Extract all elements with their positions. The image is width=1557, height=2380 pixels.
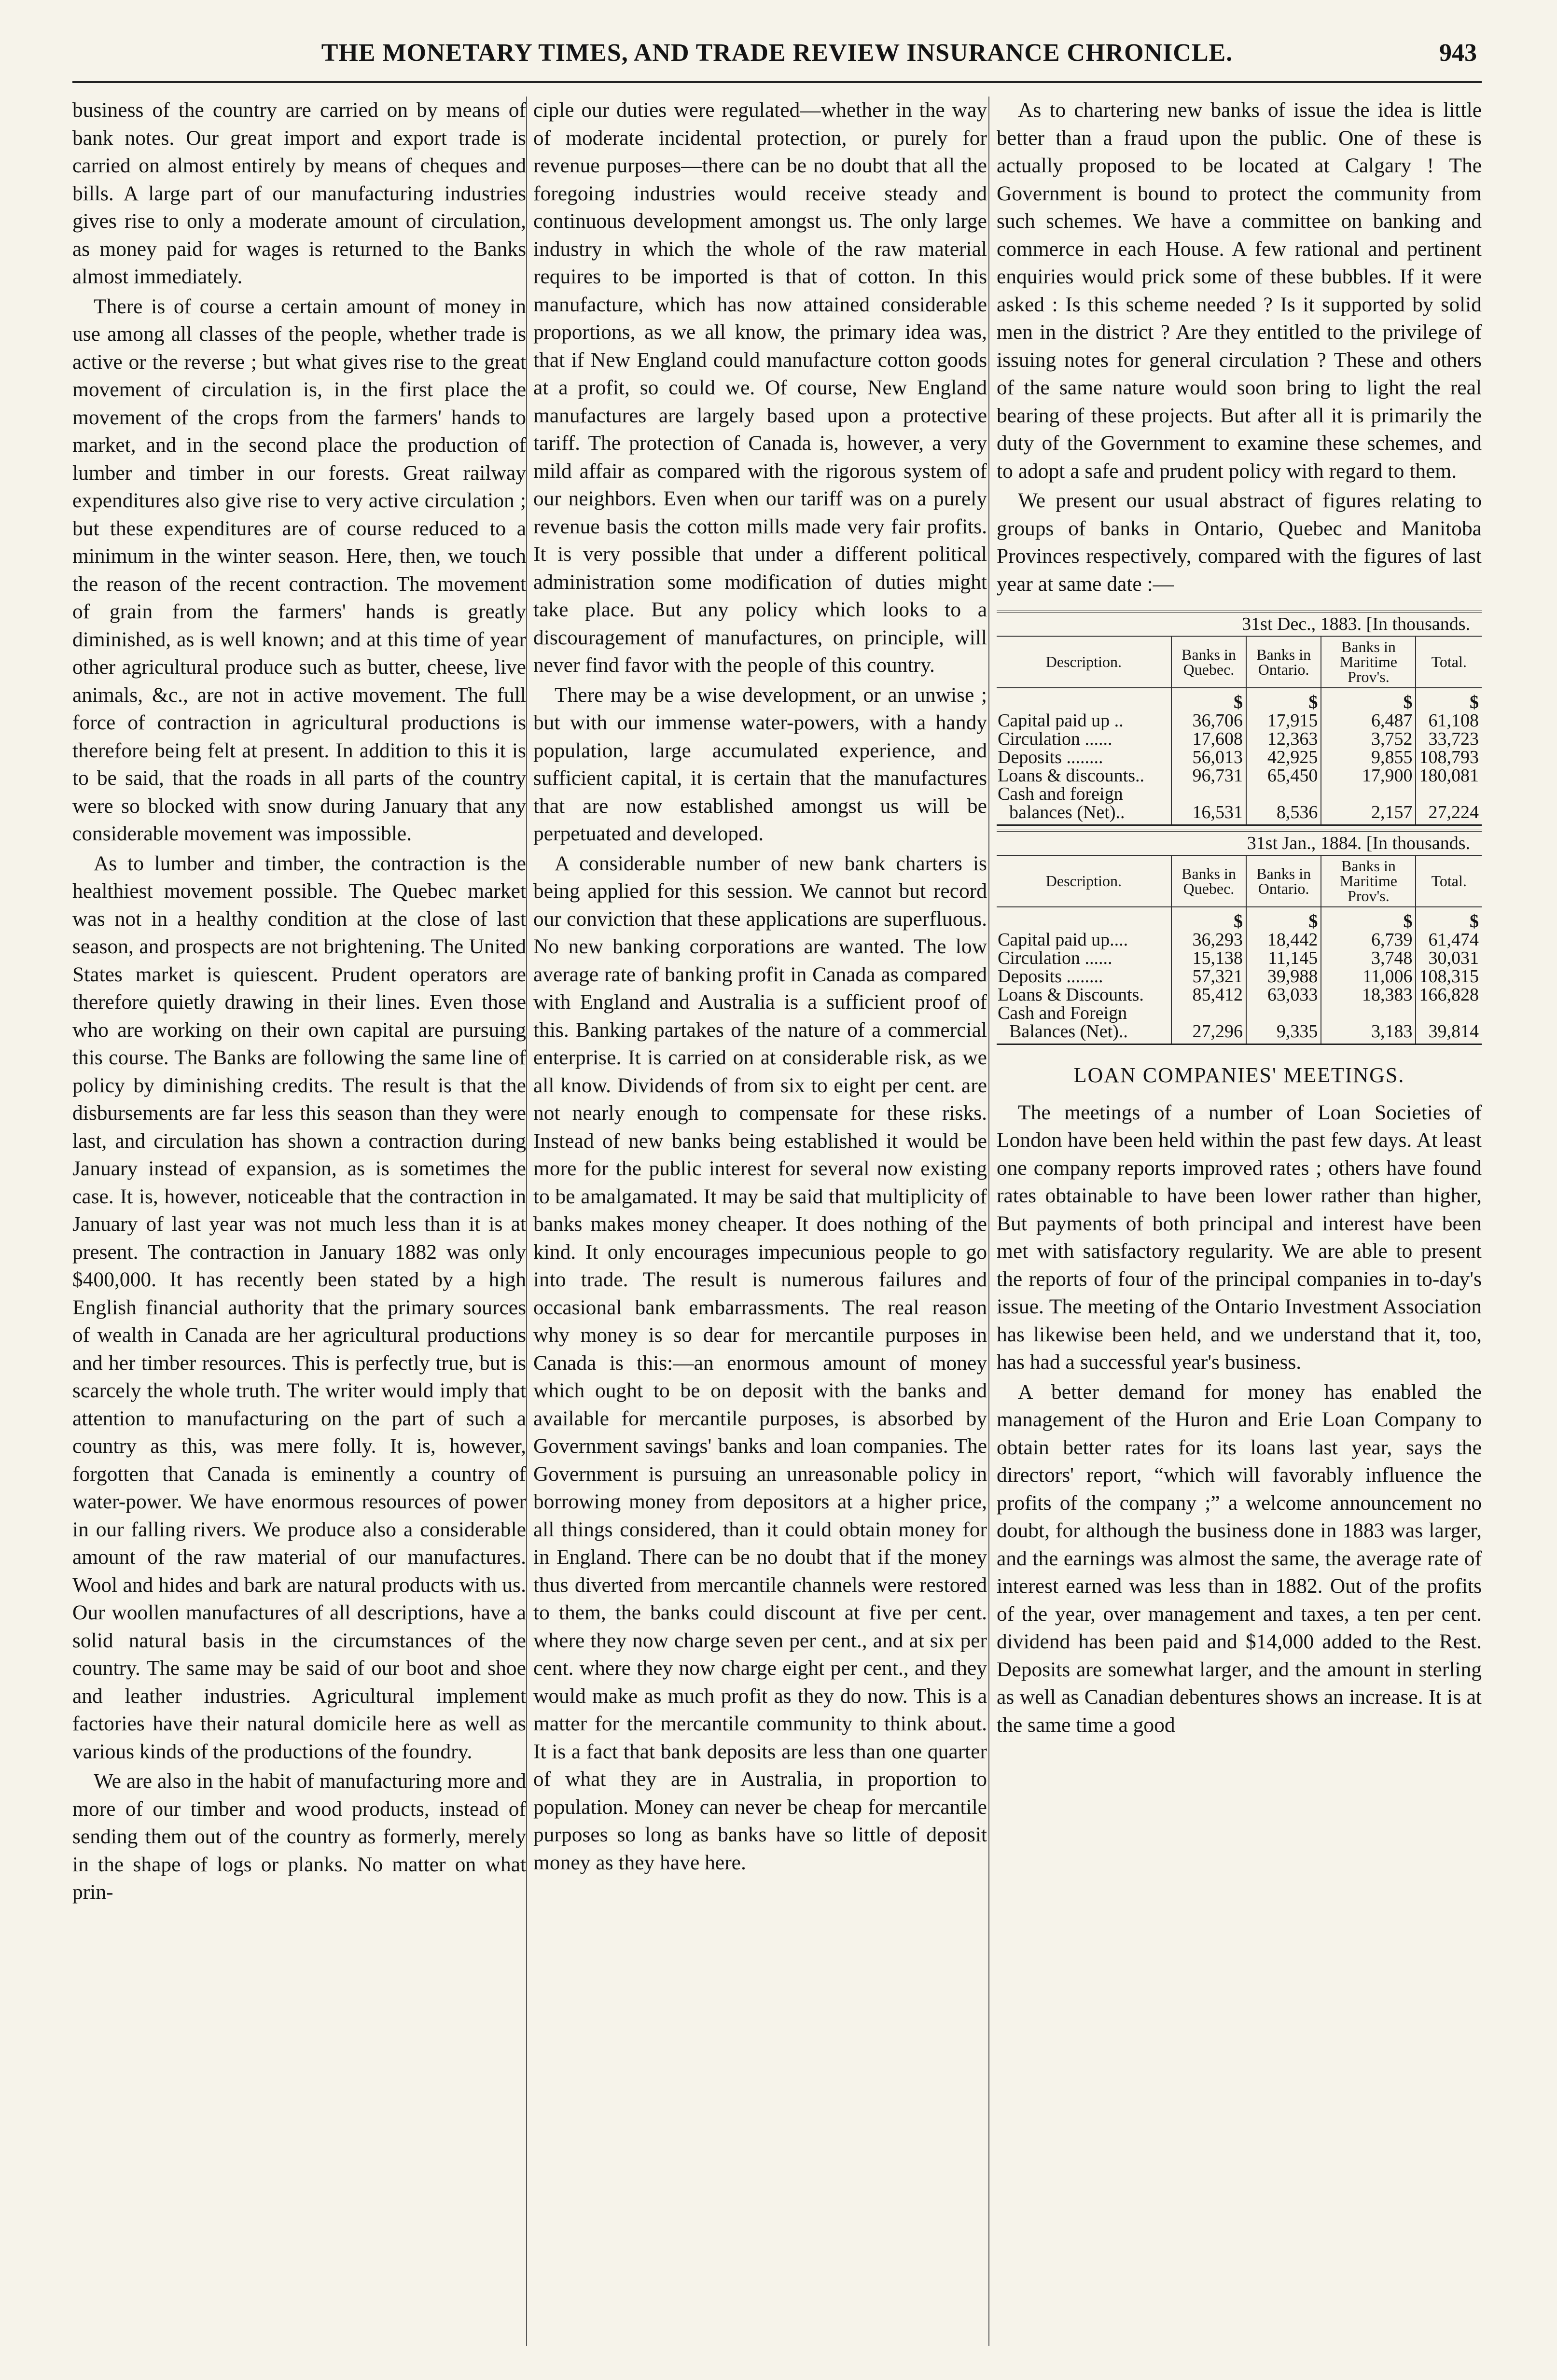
units-row — [997, 907, 1482, 931]
table-cell: 166,828 — [1416, 986, 1482, 1004]
column-header: Banks in Quebec. — [1171, 856, 1246, 907]
bank-abstract-table-jan-1884 — [997, 856, 1482, 1045]
table-cell — [1416, 785, 1482, 803]
article-column-2 — [533, 97, 987, 1879]
table-cell — [1321, 785, 1416, 803]
table-cell: Loans & discounts.. — [998, 765, 1144, 786]
table-cell: $ — [1246, 907, 1321, 931]
paragraph: There may be a wise development, or an unwise ; but with our immense water-powers, with a handy population, large accumulated experience, and sufficient capital, it is certain that the manufactures that are now established amongst us will be perpetuated and developed. — [533, 683, 987, 845]
bank-abstract-table-dec-1883 — [997, 637, 1482, 826]
page-header — [72, 39, 1482, 77]
table-cell: balances (Net).. — [997, 803, 1171, 825]
table-cell: 17,915 — [1246, 711, 1321, 730]
table-cell: 16,531 — [1171, 803, 1246, 825]
table-cell: Deposits ........ — [998, 747, 1103, 767]
table-cell: 18,383 — [1321, 986, 1416, 1004]
table-cell: 180,081 — [1416, 766, 1482, 785]
paragraph: ciple our duties were regulated—whether in the way of moderate incidental protection, or purely for revenue purposes—there can be no doubt that all the foregoing industries would receive steady and continuous development amongst us. The only large industry in which the whole of the raw material requires to be imported is that of cotton. In this manufacture, which has now attained considerable proportions, as we all know, the primary idea was, that if New England could manufacture cotton goods at a profit, so could we. Of course, New England manufactures are largely based upon a protective tariff. The protection of Canada is, however, a very mild affair as compared with the rigorous system of our neighbors. Even when our tariff was on a purely revenue basis the cotton mills made very fair profits. It is very possible that under a different political administration some modification of duties might take place. But any policy which looks to a discouragement of manufactures, on principle, will never find favor with the people of this country. — [533, 98, 987, 677]
table-cell — [997, 907, 1171, 931]
table-row — [997, 785, 1482, 803]
table-cell: Capital paid up .. — [998, 710, 1124, 731]
table-cell: 15,138 — [1171, 949, 1246, 967]
column-header: Total. — [1416, 637, 1482, 688]
table-cell: Loans & Discounts. — [998, 985, 1144, 1005]
paragraph: There is of course a certain amount of money in use among all classes of the people, whether trade is active or the reverse ; but what gives rise to the great movement of circulation is, in the first place the movement of the crops from the farmers' hands to market, and in the second place the production of lumber and timber in our forests. Great railway expenditures also give rise to very active circulation ; but these expenditures are of course reduced to a minimum in the winter season. Here, then, we touch the reason of the recent contraction. The movement of grain from the farmers' hands is greatly diminished, as is well known; and at this time of year other agricultural produce such as butter, cheese, live animals, &c., are not in active movement. The full force of contraction in agricultural productions is therefore being felt at present. In addition to this it is to be said, that the roads in all parts of the country were so blocked with snow during January that any considerable movement was impossible. — [72, 294, 526, 845]
table-title-jan-1884: 31st Jan., 1884. [In thousands. — [997, 830, 1482, 856]
table-cell: 3,748 — [1321, 949, 1416, 967]
table-cell: 65,450 — [1246, 766, 1321, 785]
table-row — [997, 1004, 1482, 1022]
table-cell: Deposits ........ — [998, 966, 1103, 987]
paragraph: A considerable number of new bank charters is being applied for this session. We cannot but record our conviction that these applications are superfluous. No new banking corporations are wanted. The low average rate of banking profit in Canada as compared with England and Australia is a sufficient proof of this. Banking partakes of the nature of a commercial enterprise. It is carried on at considerable risk, as we all know. Dividends of from six to eight per cent. are not nearly enough to compensate for these risks. Instead of new banks being established it would be more for the public interest for several now existing to be amalgamated. It may be said that multiplicity of banks makes money cheaper. It does nothing of the kind. It only encourages impecunious people to go into trade. The result is numerous failures and occasional bank embarrassments. The real reason why money is so dear for mercantile purposes in Canada is this:—an enormous amount of money which ought to be on deposit with the banks and available for mercantile purposes, is absorbed by Government savings' banks and loan companies. The Government is pursuing an unreasonable policy in borrowing money from depositors at a higher price, all things considered, than it could obtain money for in England. There can be no doubt that if the money thus diverted from mercantile channels were restored to them, the banks could discount at five per cent. where they now charge seven per cent., and at six per cent. where they now charge eight per cent., and they would make as much profit as they do now. This is a matter for the mercantile community to think about. It is a fact that bank deposits are less than one quarter of what they are in Australia, in proportion to population. Money can never be cheap for mercantile purposes so long as banks have so little of deposit money as they have here. — [533, 851, 987, 1874]
table-cell: 85,412 — [1171, 986, 1246, 1004]
table-cell: 6,739 — [1321, 931, 1416, 949]
table-cell — [1416, 1004, 1482, 1022]
table-cell: $ — [1171, 688, 1246, 711]
table-cell: 36,706 — [1171, 711, 1246, 730]
table-cell: 56,013 — [1171, 748, 1246, 766]
column-header: Banks in Maritime Prov's. — [1321, 856, 1416, 907]
table-cell: Circulation ...... — [998, 729, 1112, 749]
table-cell: 33,723 — [1416, 730, 1482, 748]
table-cell: $ — [1246, 688, 1321, 711]
table-row — [997, 986, 1482, 1004]
table-cell — [1321, 1004, 1416, 1022]
table-cell: 36,293 — [1171, 931, 1246, 949]
paragraph: As to lumber and timber, the contraction is the healthiest movement possible. The Quebec market was not in a healthy condition at the close of last season, and prospects are not brightening. The United States market is quiescent. Prudent operators are therefore quietly drawing in their lines. Even those who are working on their own capital are pursuing this course. The Banks are following the same line of policy by diminishing credits. The result is that the disbursements are far less this season than they were last, and circulation has shown a contraction during January instead of expansion, as is sometimes the case. It is, however, noticeable that the contraction in January of last year was not much less than it is at present. The contraction in January 1882 was only $400,000. It has recently been stated by a high English financial authority that the primary sources of wealth in Canada are her agricultural productions and her timber resources. This is perfectly true, but is scarcely the whole truth. The writer would imply that attention to manufacturing on the part of such a country as this, was mere folly. It is, however, forgotten that Canada is eminently a country of water-power. We have enormous resources of power in our falling rivers. We produce also a considerable amount of the raw material of our manufactures. Wool and hides and bark are natural products with us. Our woollen manufactures of all descriptions, have a solid natural basis in the circumstances of the country. The same may be said of our boot and shoe and leather industries. Agricultural implement factories have their natural domicile here as well as various kinds of the productions of the foundry. — [72, 851, 526, 1763]
table-row — [997, 931, 1482, 949]
article-column-3 — [997, 97, 1482, 1741]
table-cell — [1171, 785, 1246, 803]
column-header: Description. — [997, 856, 1171, 907]
table-cell: 6,487 — [1321, 711, 1416, 730]
table-cell: 108,793 — [1416, 748, 1482, 766]
table-cell: 9,335 — [1246, 1022, 1321, 1044]
table-row — [997, 748, 1482, 766]
column-header: Description. — [997, 637, 1171, 688]
column-header: Banks in Maritime Prov's. — [1321, 637, 1416, 688]
table-row — [997, 711, 1482, 730]
table-cell: 11,006 — [1321, 967, 1416, 986]
table-cell: 3,183 — [1321, 1022, 1416, 1044]
table-cell: $ — [1321, 688, 1416, 711]
table-cell: 27,224 — [1416, 803, 1482, 825]
table-cell: 9,855 — [1321, 748, 1416, 766]
table-cell: $ — [1416, 688, 1482, 711]
column-divider-2 — [988, 97, 989, 2346]
column-header: Banks in Ontario. — [1246, 637, 1321, 688]
table-cell: 57,321 — [1171, 967, 1246, 986]
table-cell: $ — [1321, 907, 1416, 931]
table-cell: 2,157 — [1321, 803, 1416, 825]
table-cell: 61,108 — [1416, 711, 1482, 730]
table-cell: 18,442 — [1246, 931, 1321, 949]
header-rule — [72, 81, 1482, 83]
table-cell: 30,031 — [1416, 949, 1482, 967]
table-row — [997, 766, 1482, 785]
table-cell: 11,145 — [1246, 949, 1321, 967]
table-cell: 42,925 — [1246, 748, 1321, 766]
table-cell — [1246, 785, 1321, 803]
column-header: Total. — [1416, 856, 1482, 907]
table-cell: 61,474 — [1416, 931, 1482, 949]
table-cell — [1171, 1004, 1246, 1022]
table-cell: 96,731 — [1171, 766, 1246, 785]
table-row — [997, 1022, 1482, 1044]
table-cell: Capital paid up.... — [998, 930, 1128, 950]
table-cell: $ — [1171, 907, 1246, 931]
table-cell: 39,988 — [1246, 967, 1321, 986]
paragraph: business of the country are carried on by means of bank notes. Our great import and export trade is carried on almost entirely by means of cheques and bills. A large part of our manufacturing industries gives rise to only a moderate amount of circulation, as money paid for wages is returned to the Banks almost immediately. — [72, 98, 526, 288]
table-row — [997, 949, 1482, 967]
table-cell: Balances (Net).. — [997, 1022, 1171, 1044]
table-row — [997, 967, 1482, 986]
table-cell: 17,900 — [1321, 766, 1416, 785]
column-header: Banks in Ontario. — [1246, 856, 1321, 907]
table-cell: Circulation ...... — [998, 948, 1112, 968]
paragraph: The meetings of a number of Loan Societies of London have been held within the past few days. At least one company reports improved rates ; others have found rates obtainable to have been lower rather than higher, But payments of both principal and interest have been met with satisfactory regularity. We are able to present the reports of four of the principal companies in to-day's issue. The meeting of the Ontario Investment Association has likewise been held, and we understand that it, too, has had a successful year's business. — [997, 1100, 1482, 1374]
table-cell: 27,296 — [1171, 1022, 1246, 1044]
table-cell: 39,814 — [1416, 1022, 1482, 1044]
column-divider-1 — [526, 97, 527, 2346]
table-cell — [1246, 1004, 1321, 1022]
table-cell: 12,363 — [1246, 730, 1321, 748]
table-row — [997, 803, 1482, 825]
table-cell: 3,752 — [1321, 730, 1416, 748]
table-cell: Cash and foreign — [998, 784, 1123, 804]
column-header: Banks in Quebec. — [1171, 637, 1246, 688]
publication-title: THE MONETARY TIMES, AND TRADE REVIEW INSURANCE CHRONICLE. — [321, 39, 1233, 67]
units-row — [997, 688, 1482, 711]
paragraph: We are also in the habit of manufacturing more and more of our timber and wood products, instead of sending them out of the country as formerly, merely in the shape of logs or planks. No matter on what prin- — [72, 1769, 526, 1904]
table-row — [997, 730, 1482, 748]
table-cell: $ — [1416, 907, 1482, 931]
paragraph: We present our usual abstract of figures relating to groups of banks in Ontario, Quebec and Manitoba Provinces respectively, compared with the figures of last year at same date :— — [997, 489, 1482, 596]
paragraph: As to chartering new banks of issue the idea is little better than a fraud upon the public. One of these is actually proposed to be located at Calgary ! The Government is bound to protect the community from such schemes. We have a committee on banking and commerce in each House. A few rational and pertinent enquiries would prick some of these bubbles. If it were asked : Is this scheme needed ? Is it supported by solid men in the district ? Are they entitled to the privilege of issuing notes for general circulation ? These and others of the same nature would soon bring to light the real bearing of these projects. But after all it is primarily the duty of the Government to examine these schemes, and to adopt a safe and prudent policy with regard to them. — [997, 98, 1482, 483]
table-cell: 17,608 — [1171, 730, 1246, 748]
table-cell: 108,315 — [1416, 967, 1482, 986]
section-heading: LOAN COMPANIES' MEETINGS. — [1073, 1063, 1405, 1087]
paragraph: A better demand for money has enabled the management of the Huron and Erie Loan Company to obtain better rates for its loans last year, says the directors' report, “which will favorably influence the profits of the company ;” a welcome announcement no doubt, for although the business done in 1883 was larger, and the earnings was almost the same, the average rate of interest earned was less than in 1882. Out of the profits of the year, over management and taxes, a ten per cent. dividend has been paid and $14,000 added to the Rest. Deposits are somewhat larger, and the amount in sterling as well as Canadian debentures shows an increase. It is at the same time a good — [997, 1380, 1482, 1737]
table-cell: 8,536 — [1246, 803, 1321, 825]
table-cell: Cash and Foreign — [998, 1003, 1127, 1023]
table-cell — [997, 688, 1171, 711]
page-number: 943 — [1439, 39, 1477, 67]
table-title-dec-1883: 31st Dec., 1883. [In thousands. — [997, 611, 1482, 637]
article-column-1 — [72, 97, 526, 1908]
table-cell: 63,033 — [1246, 986, 1321, 1004]
